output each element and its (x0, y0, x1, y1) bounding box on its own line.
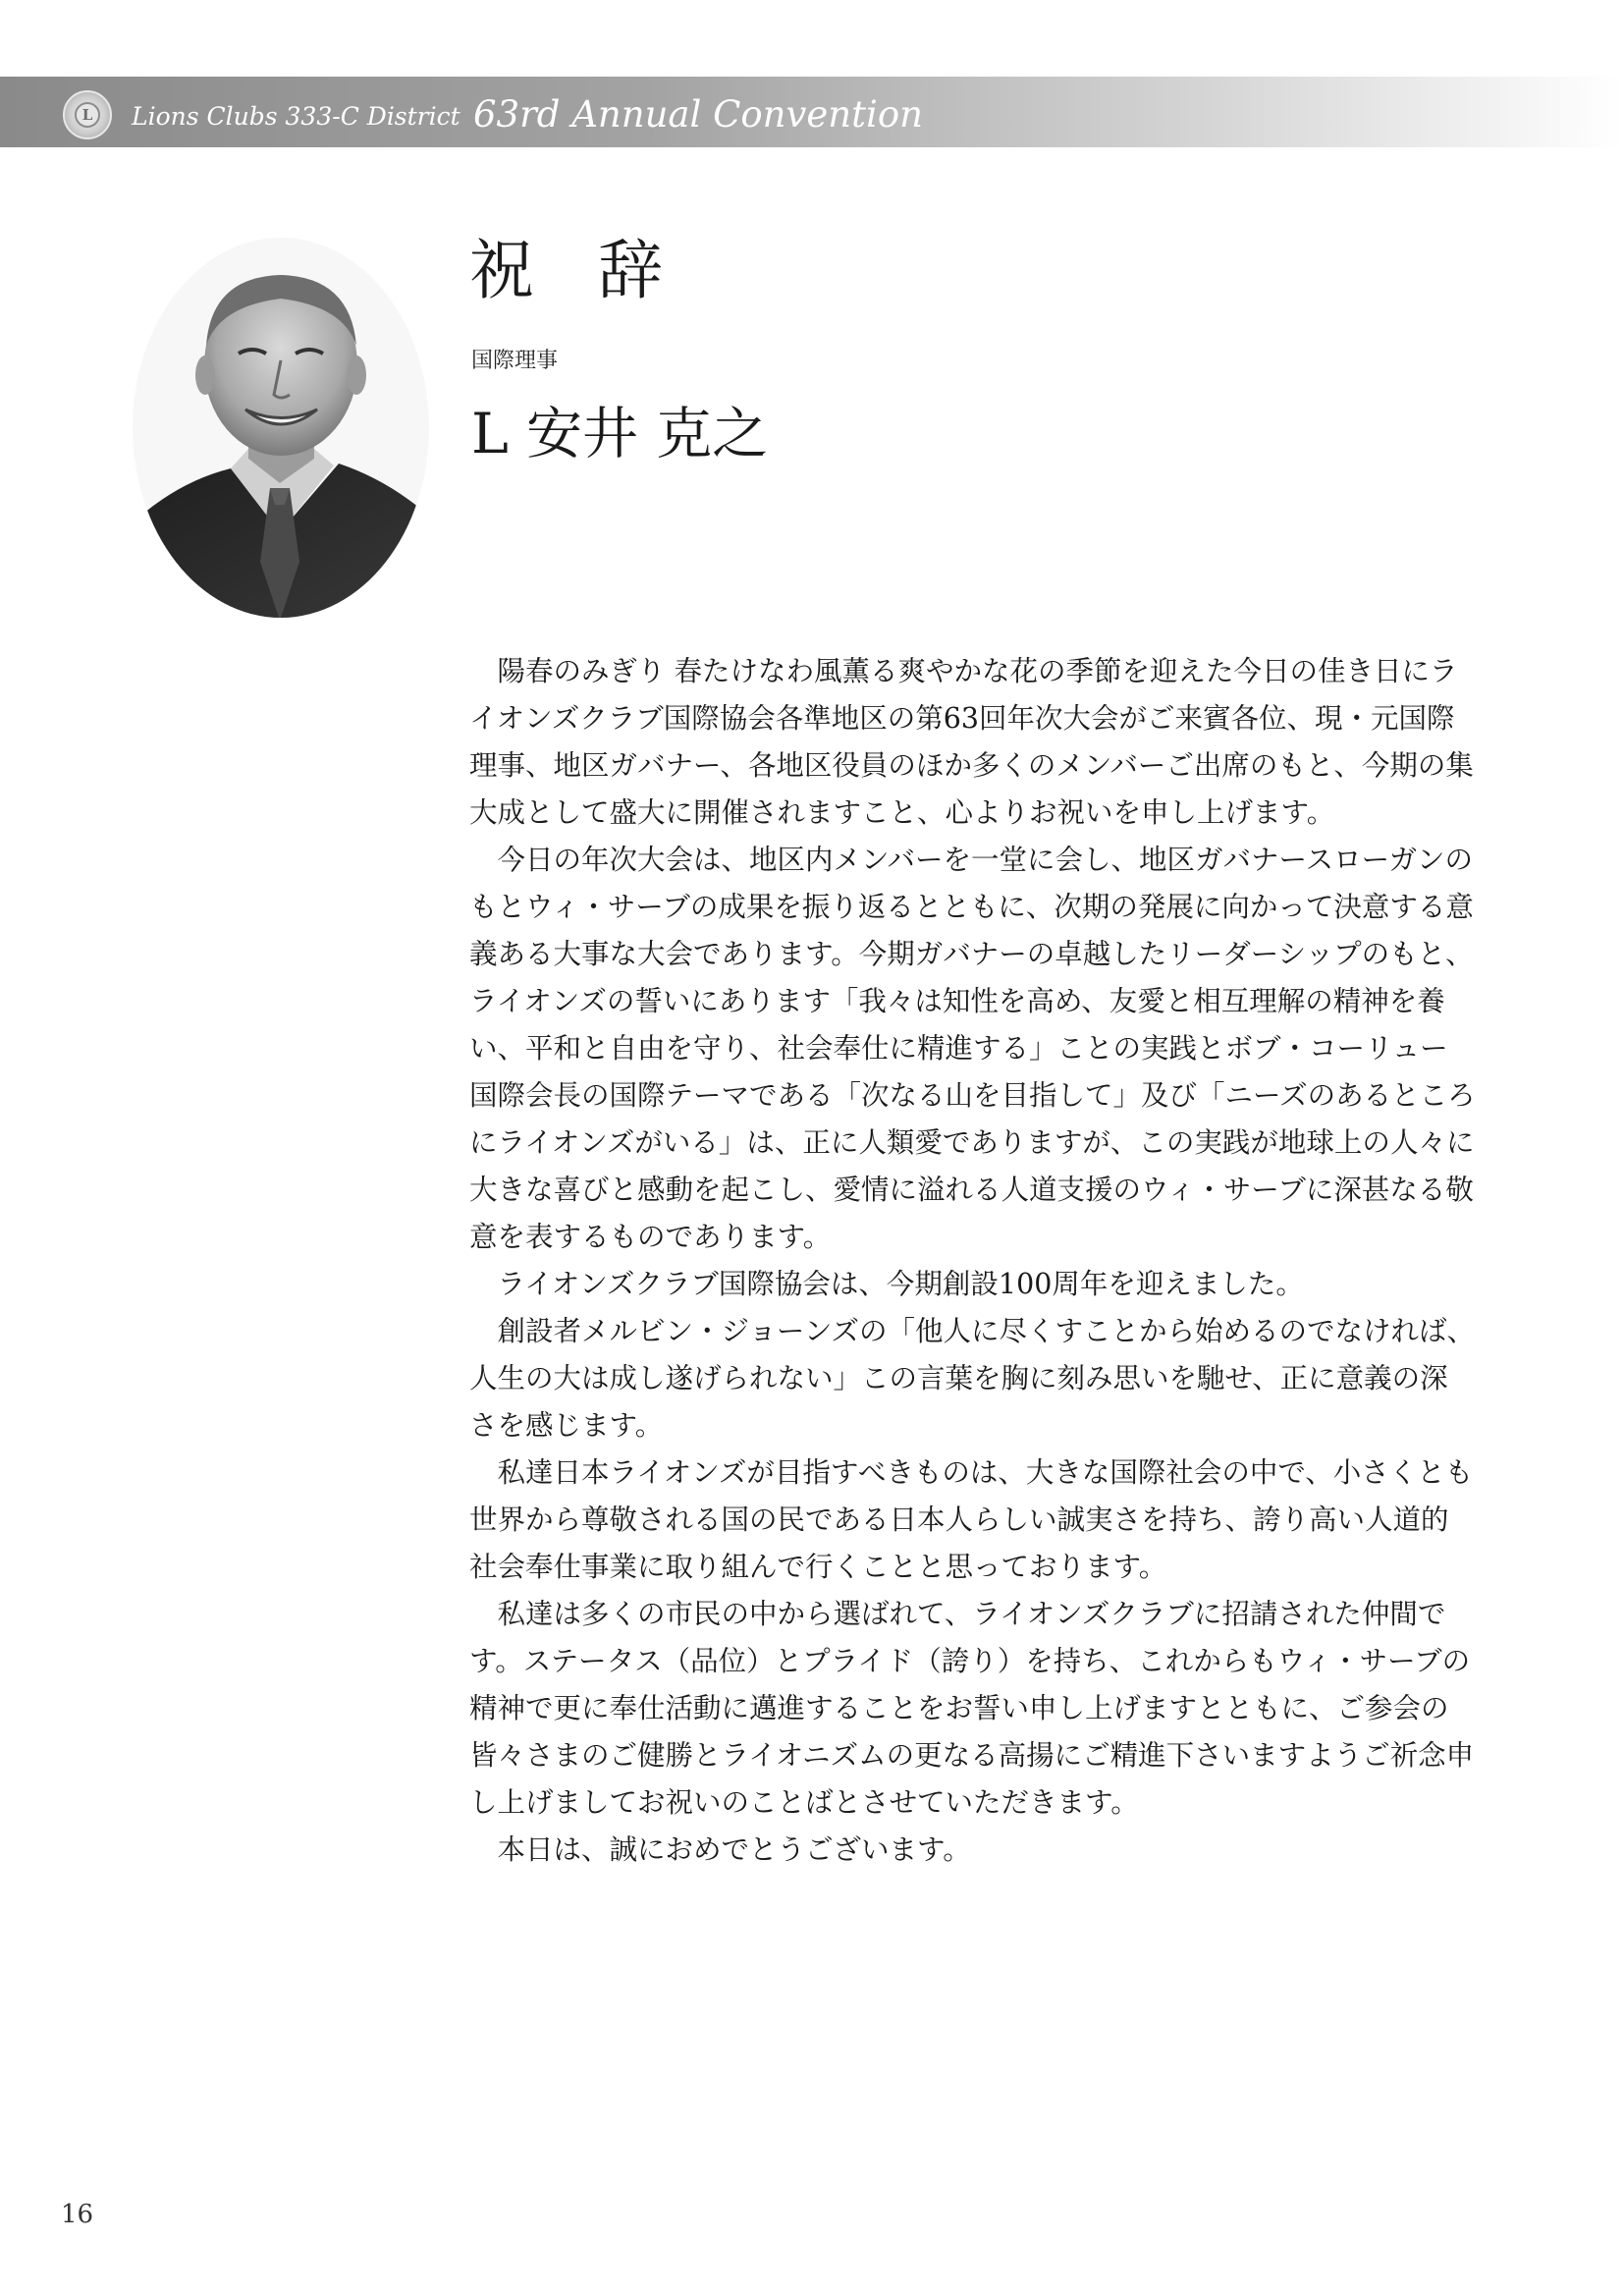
paragraph: 陽春のみぎり 春たけなわ風薫る爽やかな花の季節を迎えた今日の佳き日にライオンズクラブ国際協会各準地区の第63回年次大会がご来賓各位、現・元国際理事、地区ガバナー、各地区役員のほか多くのメンバーご出席のもと、今期の集大成として盛大に開催されますこと、心よりお祝いを申し上げます。 (469, 655, 1474, 829)
header-event-name: 63rd Annual Convention (473, 93, 923, 136)
lions-emblem-icon (63, 90, 112, 139)
header-org-name: Lions Clubs 333-C District (132, 102, 460, 131)
speaker-name: L 安井 克之 (471, 402, 769, 466)
lions-emblem-letter: L (75, 102, 100, 128)
page-number: 16 (61, 2200, 94, 2229)
portrait-illustration (133, 238, 429, 618)
paragraph: 創設者メルビン・ジョーンズの「他人に尽くすことから始めるのでなければ、人生の大は成し遂げられない」この言葉を胸に刻み思いを馳せ、正に意義の深さを感じます。 (469, 1315, 1476, 1442)
portrait-photo (133, 238, 429, 618)
paragraph: ライオンズクラブ国際協会は、今期創設100周年を迎えました。 (497, 1268, 1304, 1300)
message-body (469, 648, 1476, 1874)
paragraph: 私達日本ライオンズが目指すべきものは、大きな国際社会の中で、小さくとも世界から尊敬される国の民である日本人らしい誠実さを持ち、誇り高い人道的社会奉仕事業に取り組んで行くことと思っております。 (469, 1456, 1474, 1583)
paragraph: 私達は多くの市民の中から選ばれて、ライオンズクラブに招請された仲間です。ステータス（品位）とプライド（誇り）を持ち、これからもウィ・サーブの精神で更に奉仕活動に邁進することをお誓い申し上げますとともに、ご参会の皆々さまのご健勝とライオニズムの更なる高揚にご精進下さいますようご祈念申し上げましてお祝いのことばとさせていただきます。 (469, 1598, 1475, 1819)
page-title: 祝 辞 (469, 233, 684, 308)
paragraph: 本日は、誠におめでとうございます。 (497, 1833, 971, 1866)
paragraph: 今日の年次大会は、地区内メンバーを一堂に会し、地区ガバナースローガンのもとウィ・サーブの成果を振り返るとともに、次期の発展に向かって決意する意義ある大事な大会であります。今期ガバナーの卓越したリーダーシップのもと、ライオンズの誓いにあります「我々は知性を高め、友愛と相互理解の精神を養い、平和と自由を守り、社会奉仕に精進する」ことの実践とボブ・コーリュー国際会長の国際テーマである「次なる山を目指して」及び「ニーズのあるところにライオンズがいる」は、正に人類愛でありますが、この実践が地球上の人々に大きな喜びと感動を起こし、愛情に溢れる人道支援のウィ・サーブに深甚なる敬意を表するものであります。 (469, 844, 1476, 1253)
speaker-role: 国際理事 (471, 349, 559, 373)
